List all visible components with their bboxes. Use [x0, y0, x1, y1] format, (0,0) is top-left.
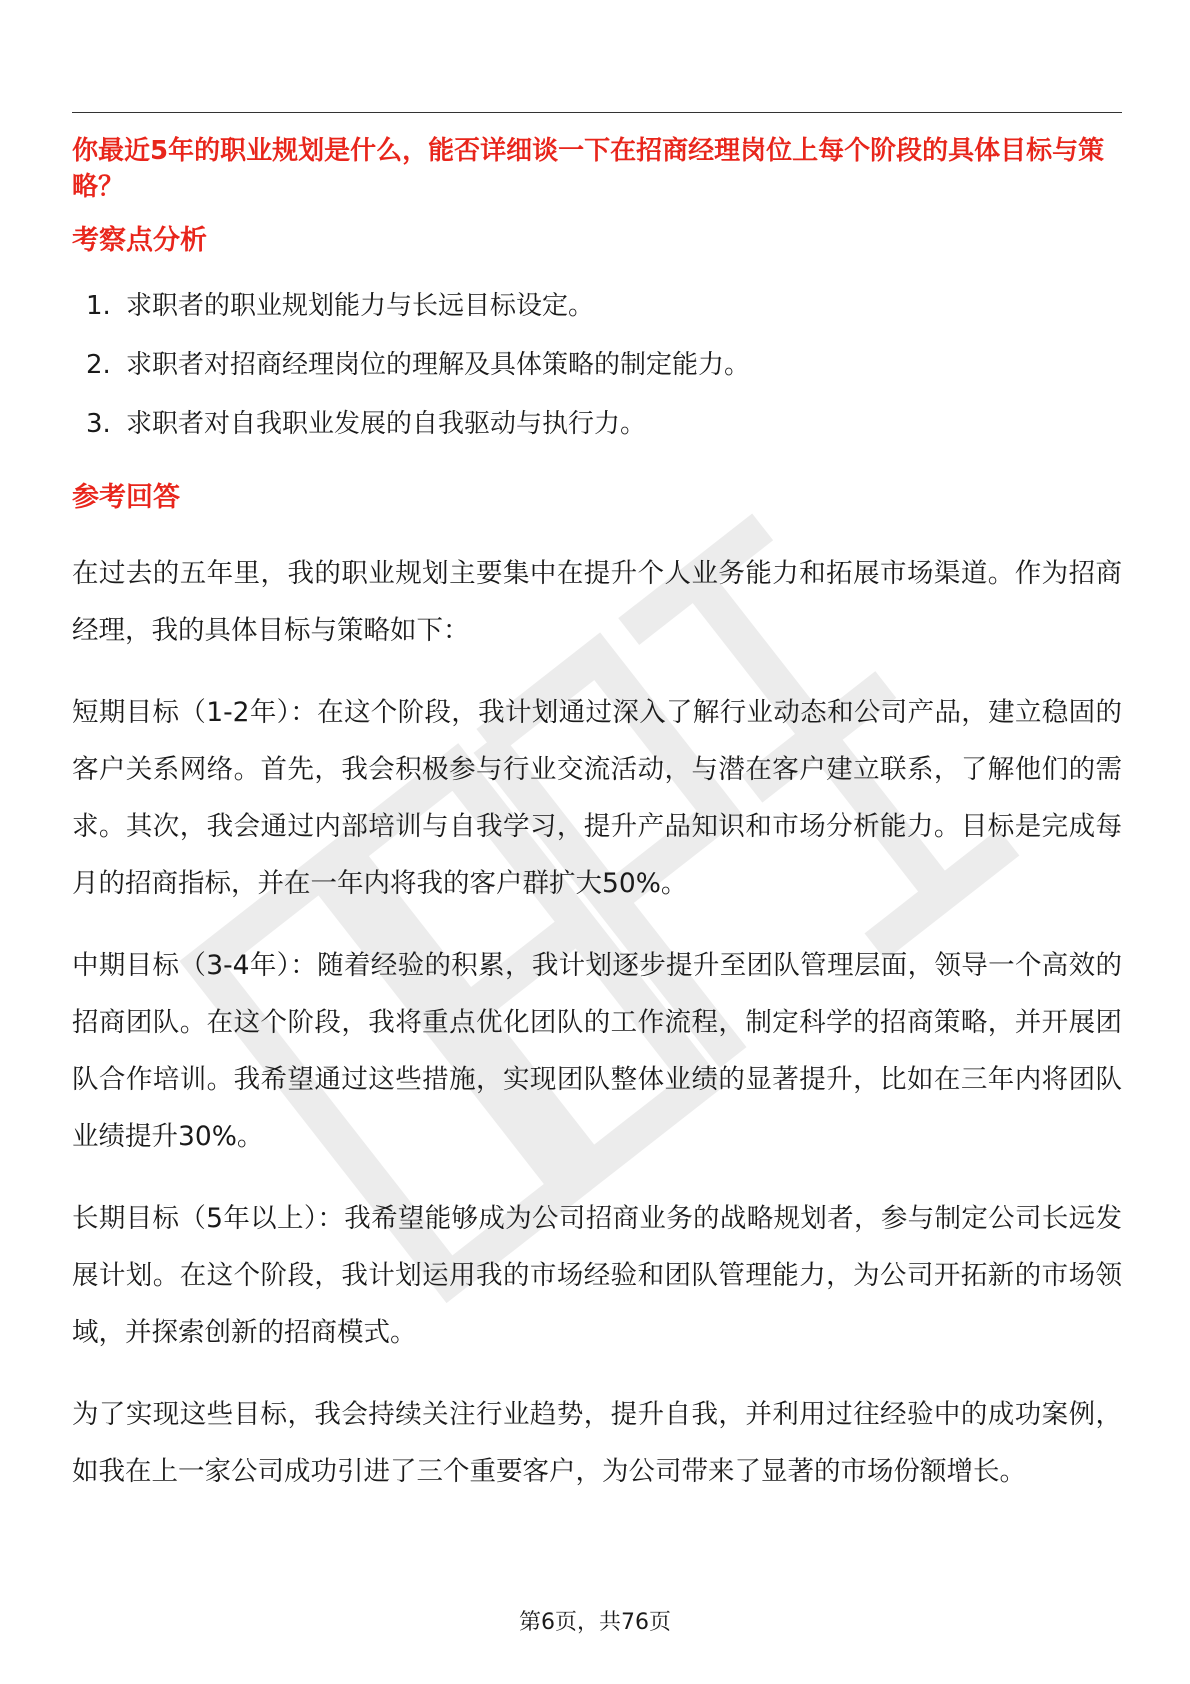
answer-paragraph-intro: 在过去的五年里，我的职业规划主要集中在提升个人业务能力和拓展市场渠道。作为招商经理，我的具体目标与策略如下： [72, 558, 1122, 646]
header-rule [72, 112, 1122, 113]
question-title: 你最近5年的职业规划是什么，能否详细谈一下在招商经理岗位上每个阶段的具体目标与策略？ [72, 136, 1105, 202]
list-item-text: 求职者对自我职业发展的自我驱动与执行力。 [126, 409, 647, 439]
list-item [72, 406, 1122, 442]
list-item-number: 1. [86, 291, 111, 321]
analysis-list [72, 288, 1122, 442]
answer-paragraph-long-term: 长期目标（5年以上）：我希望能够成为公司招商业务的战略规划者，参与制定公司长远发展计划。在这个阶段，我计划运用我的市场经验和团队管理能力，为公司开拓新的市场领域，并探索创新的招商模式。 [72, 1203, 1122, 1348]
list-item [72, 288, 1122, 324]
list-item-number: 2. [86, 350, 111, 380]
answer-paragraph-mid-term: 中期目标（3-4年）：随着经验的积累，我计划逐步提升至团队管理层面，领导一个高效的招商团队。在这个阶段，我将重点优化团队的工作流程，制定科学的招商策略，并开展团队合作培训。我希望通过这些措施，实现团队整体业绩的显著提升，比如在三年内将团队业绩提升30%。 [72, 950, 1122, 1152]
document-content [72, 133, 1122, 1500]
list-item [72, 347, 1122, 383]
list-item-text: 求职者对招商经理岗位的理解及具体策略的制定能力。 [126, 350, 751, 380]
answer-paragraph-short-term: 短期目标（1-2年）：在这个阶段，我计划通过深入了解行业动态和公司产品，建立稳固的客户关系网络。首先，我会积极参与行业交流活动，与潜在客户建立联系，了解他们的需求。其次，我会通过内部培训与自我学习，提升产品知识和市场分析能力。目标是完成每月的招商指标，并在一年内将我的客户群扩大50%。 [72, 697, 1122, 899]
list-item-number: 3. [86, 409, 111, 439]
analysis-heading: 考察点分析 [72, 225, 207, 256]
answer-paragraph-summary: 为了实现这些目标，我会持续关注行业趋势，提升自我，并利用过往经验中的成功案例，如我在上一家公司成功引进了三个重要客户，为公司带来了显著的市场份额增长。 [72, 1399, 1122, 1487]
list-item-text: 求职者的职业规划能力与长远目标设定。 [126, 291, 595, 321]
page-number: 第6页，共76页 [519, 1610, 671, 1635]
answer-heading: 参考回答 [72, 482, 180, 513]
